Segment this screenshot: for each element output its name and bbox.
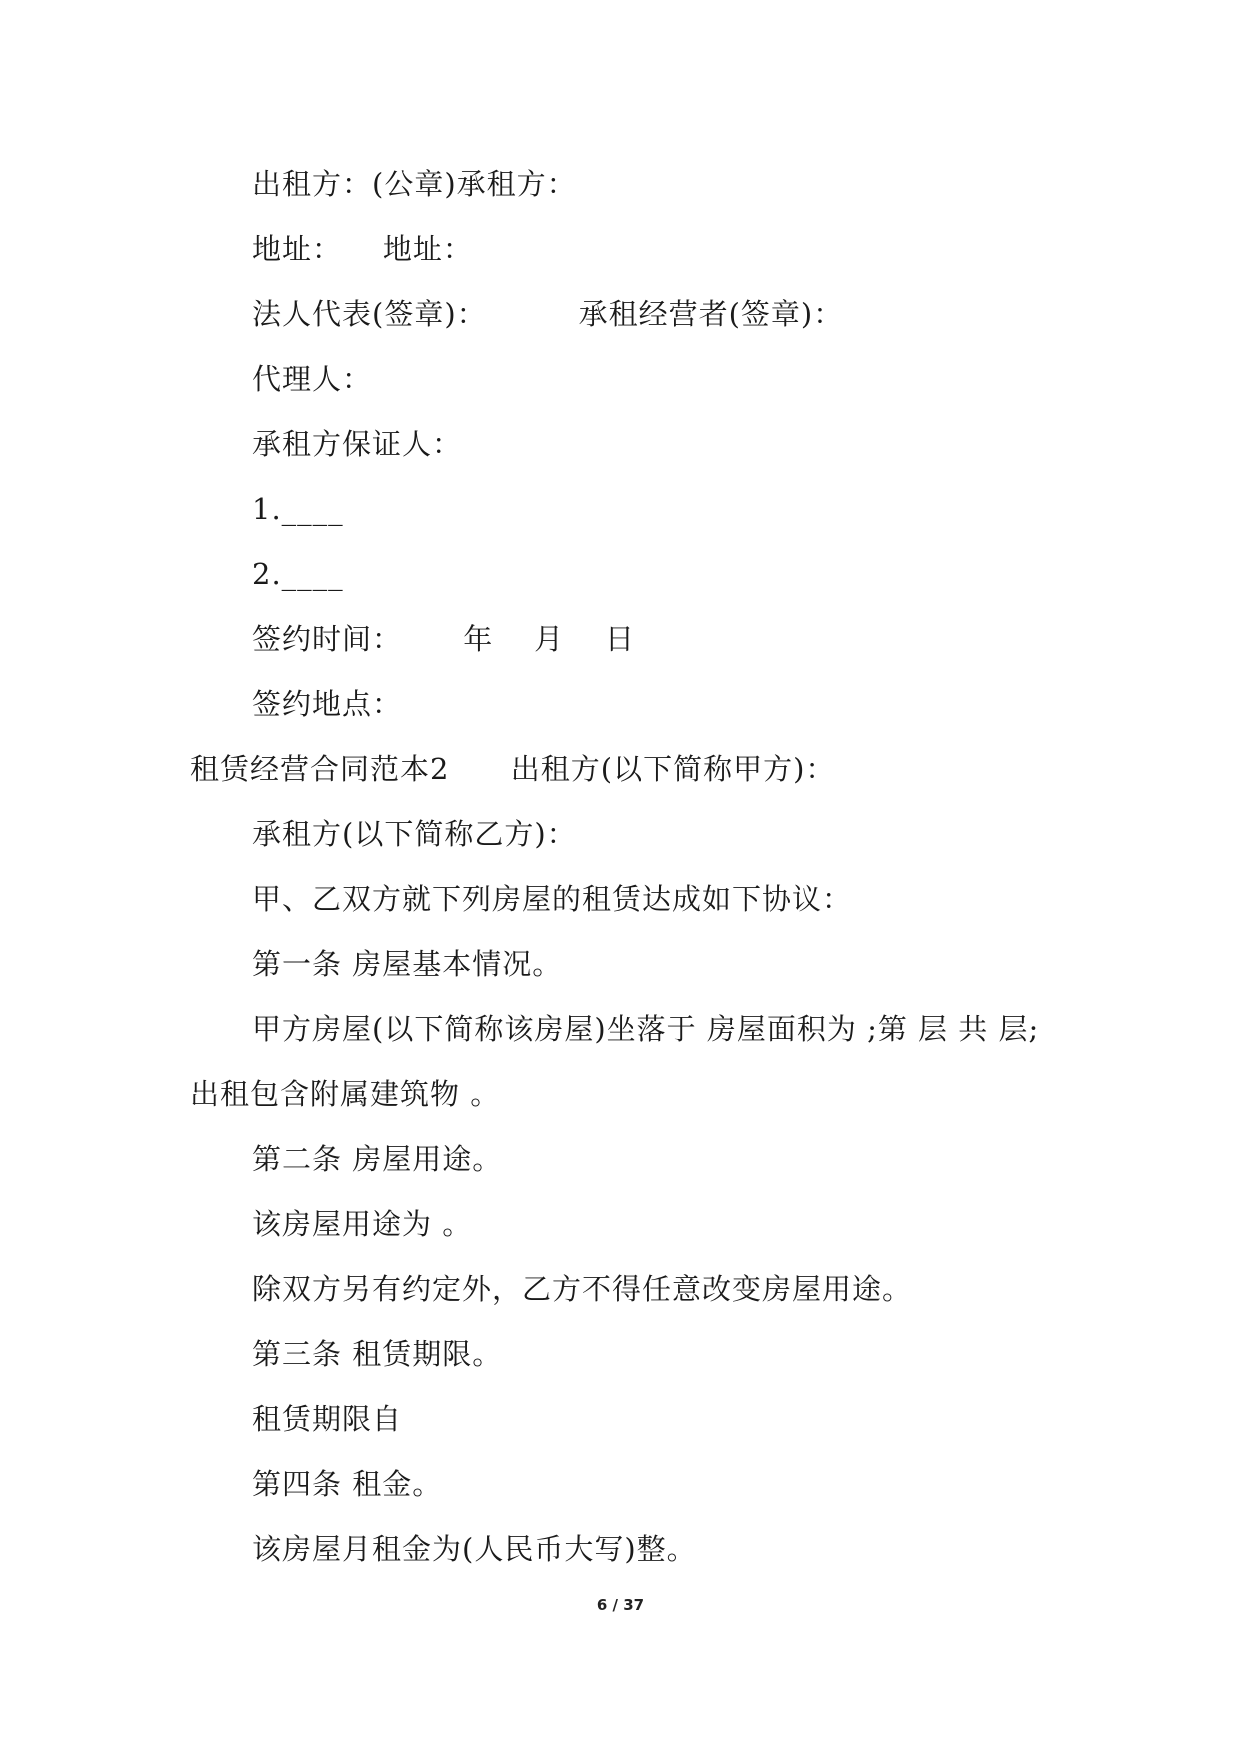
agreement-intro-line: 甲、乙双方就下列房屋的租赁达成如下协议： [252, 882, 853, 916]
article-1-body-line-2: 出租包含附属建筑物 。 [190, 1077, 501, 1111]
contract-title-line: 租赁经营合同范本2 出租方(以下简称甲方)： [190, 752, 836, 786]
guarantor-item-2: 2.____ [252, 557, 344, 591]
article-2-body-line-2: 除双方另有约定外，乙方不得任意改变房屋用途。 [252, 1272, 913, 1306]
signing-date-line: 签约时间： 年 月 日 [252, 622, 636, 656]
article-2-heading: 第二条 房屋用途。 [252, 1142, 503, 1176]
guarantor-item-1: 1.____ [252, 492, 344, 526]
article-3-heading: 第三条 租赁期限。 [252, 1337, 503, 1371]
article-1-body-line-1: 甲方房屋(以下简称该房屋)坐落于 房屋面积为 ;第 层 共 层; [252, 1012, 1040, 1046]
address-line: 地址： 地址： [252, 232, 473, 266]
signing-place-line: 签约地点： [252, 687, 403, 721]
lessor-lessee-line: 出租方：(公章)承租方： [252, 167, 577, 201]
legal-representative-line: 法人代表(签章)： 承租经营者(签章)： [252, 297, 844, 331]
article-2-body-line-1: 该房屋用途为 。 [252, 1207, 473, 1241]
article-3-body: 租赁期限自 [252, 1402, 403, 1436]
article-4-heading: 第四条 租金。 [252, 1467, 443, 1501]
article-1-heading: 第一条 房屋基本情况。 [252, 947, 563, 981]
article-4-body: 该房屋月租金为(人民币大写)整。 [252, 1532, 697, 1566]
agent-line: 代理人： [252, 362, 373, 396]
guarantor-line: 承租方保证人： [252, 427, 463, 461]
lessee-line: 承租方(以下简称乙方)： [252, 817, 577, 851]
page-number: 6 / 37 [596, 1596, 645, 1614]
